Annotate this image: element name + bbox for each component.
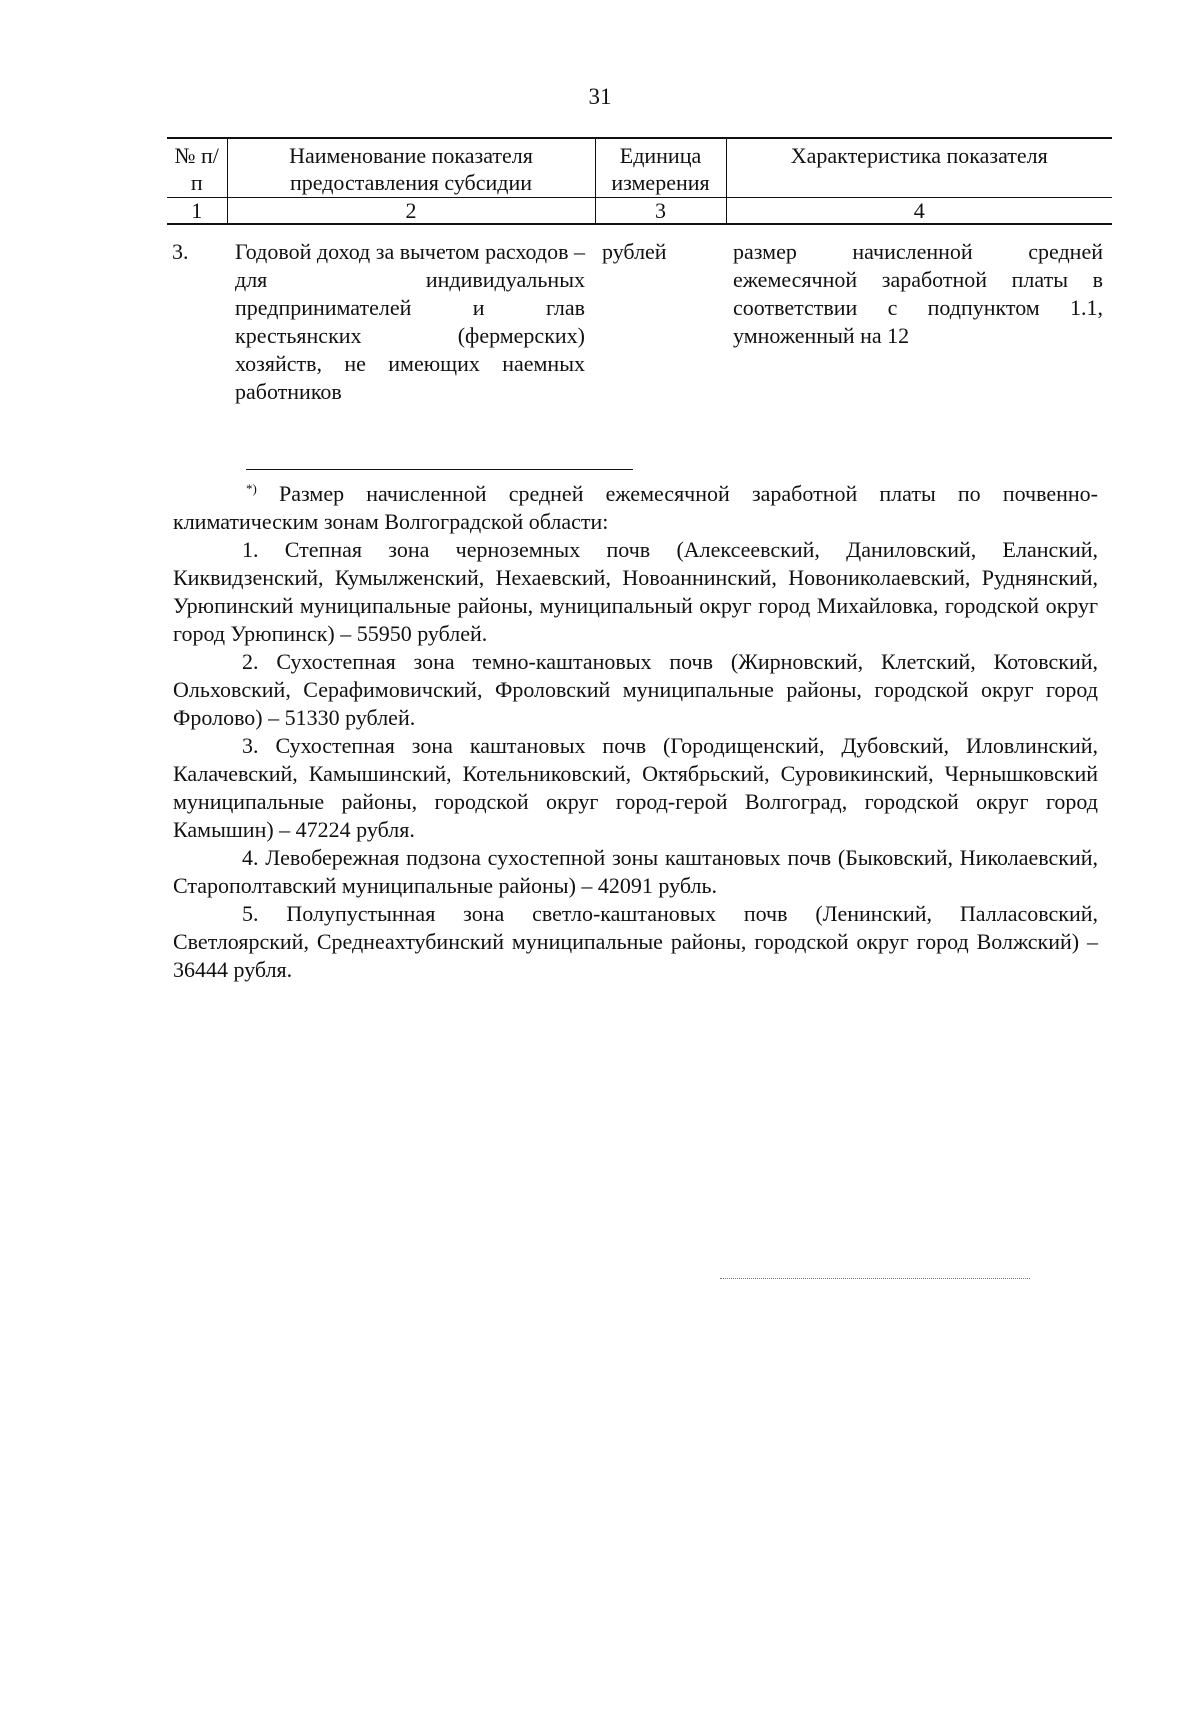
- column-header-number: № п/п: [167, 138, 227, 198]
- table-header-row: [167, 138, 1112, 198]
- row-description: размер начисленной средней ежемесячной заработной платы в соответствии с подпунктом 1.1, умноженный на 12: [733, 239, 1103, 348]
- row-indicator-name: Годовой доход за вычетом расходов – для индивидуальных предпринимателей и глав крестьянских (фермерских) хозяйств, не имеющих наемных работников: [235, 239, 585, 404]
- scan-artifact-dots: [720, 1278, 1030, 1279]
- row-number: 3.: [172, 239, 189, 264]
- footnote-item: 3. Сухостепная зона каштановых почв (Городищенский, Дубовский, Иловлинский, Калачевский, Камышинский, Котельниковский, Октябрьский, Суровикинский, Чернышковский муниципальные районы, городской округ город-герой Волгоград, городской округ город Камышин) – 47224 рубля.: [173, 733, 1098, 842]
- indicator-table-header: [167, 137, 1112, 225]
- footnote: [173, 480, 1098, 984]
- column-numbers-row: [167, 198, 1112, 225]
- page-number: 31: [588, 84, 612, 109]
- column-header-name: Наименование показателя предоставления субсидии: [227, 138, 595, 198]
- footnote-separator: [246, 469, 633, 470]
- column-header-unit: Единица измерения: [595, 138, 726, 198]
- footnote-marker: *): [246, 481, 257, 496]
- footnote-item: 2. Сухостепная зона темно-каштановых почв (Жирновский, Клетский, Котовский, Ольховский, Серафимовичский, Фроловский муниципальные районы, городской округ город Фролово) – 51330 рублей.: [173, 649, 1098, 730]
- row-unit: рублей: [602, 239, 667, 264]
- footnote-item: 1. Степная зона черноземных почв (Алексеевский, Даниловский, Еланский, Киквидзенский, Кумылженский, Нехаевский, Новоаннинский, Новониколаевский, Руднянский, Урюпинский муниципальные районы, муниципальный округ город Михайловка, городской округ город Урюпинск) – 55950 рублей.: [173, 537, 1098, 646]
- footnote-item: 5. Полупустынная зона светло-каштановых почв (Ленинский, Палласовский, Светлоярский, Среднеахтубинский муниципальные районы, городской округ город Волжский) – 36444 рубля.: [173, 901, 1098, 982]
- column-number: 3: [595, 198, 726, 225]
- column-number: 4: [726, 198, 1112, 225]
- column-number: 2: [227, 198, 595, 225]
- column-number: 1: [167, 198, 227, 225]
- footnote-item: 4. Левобережная подзона сухостепной зоны каштановых почв (Быковский, Николаевский, Старополтавский муниципальные районы) – 42091 рубль.: [173, 845, 1098, 898]
- footnote-intro: [173, 480, 1098, 536]
- footnote-intro-text: Размер начисленной средней ежемесячной заработной платы по почвенно-климатическим зонам Волгоградской области:: [173, 481, 1099, 534]
- column-header-description: Характеристика показателя: [726, 138, 1112, 198]
